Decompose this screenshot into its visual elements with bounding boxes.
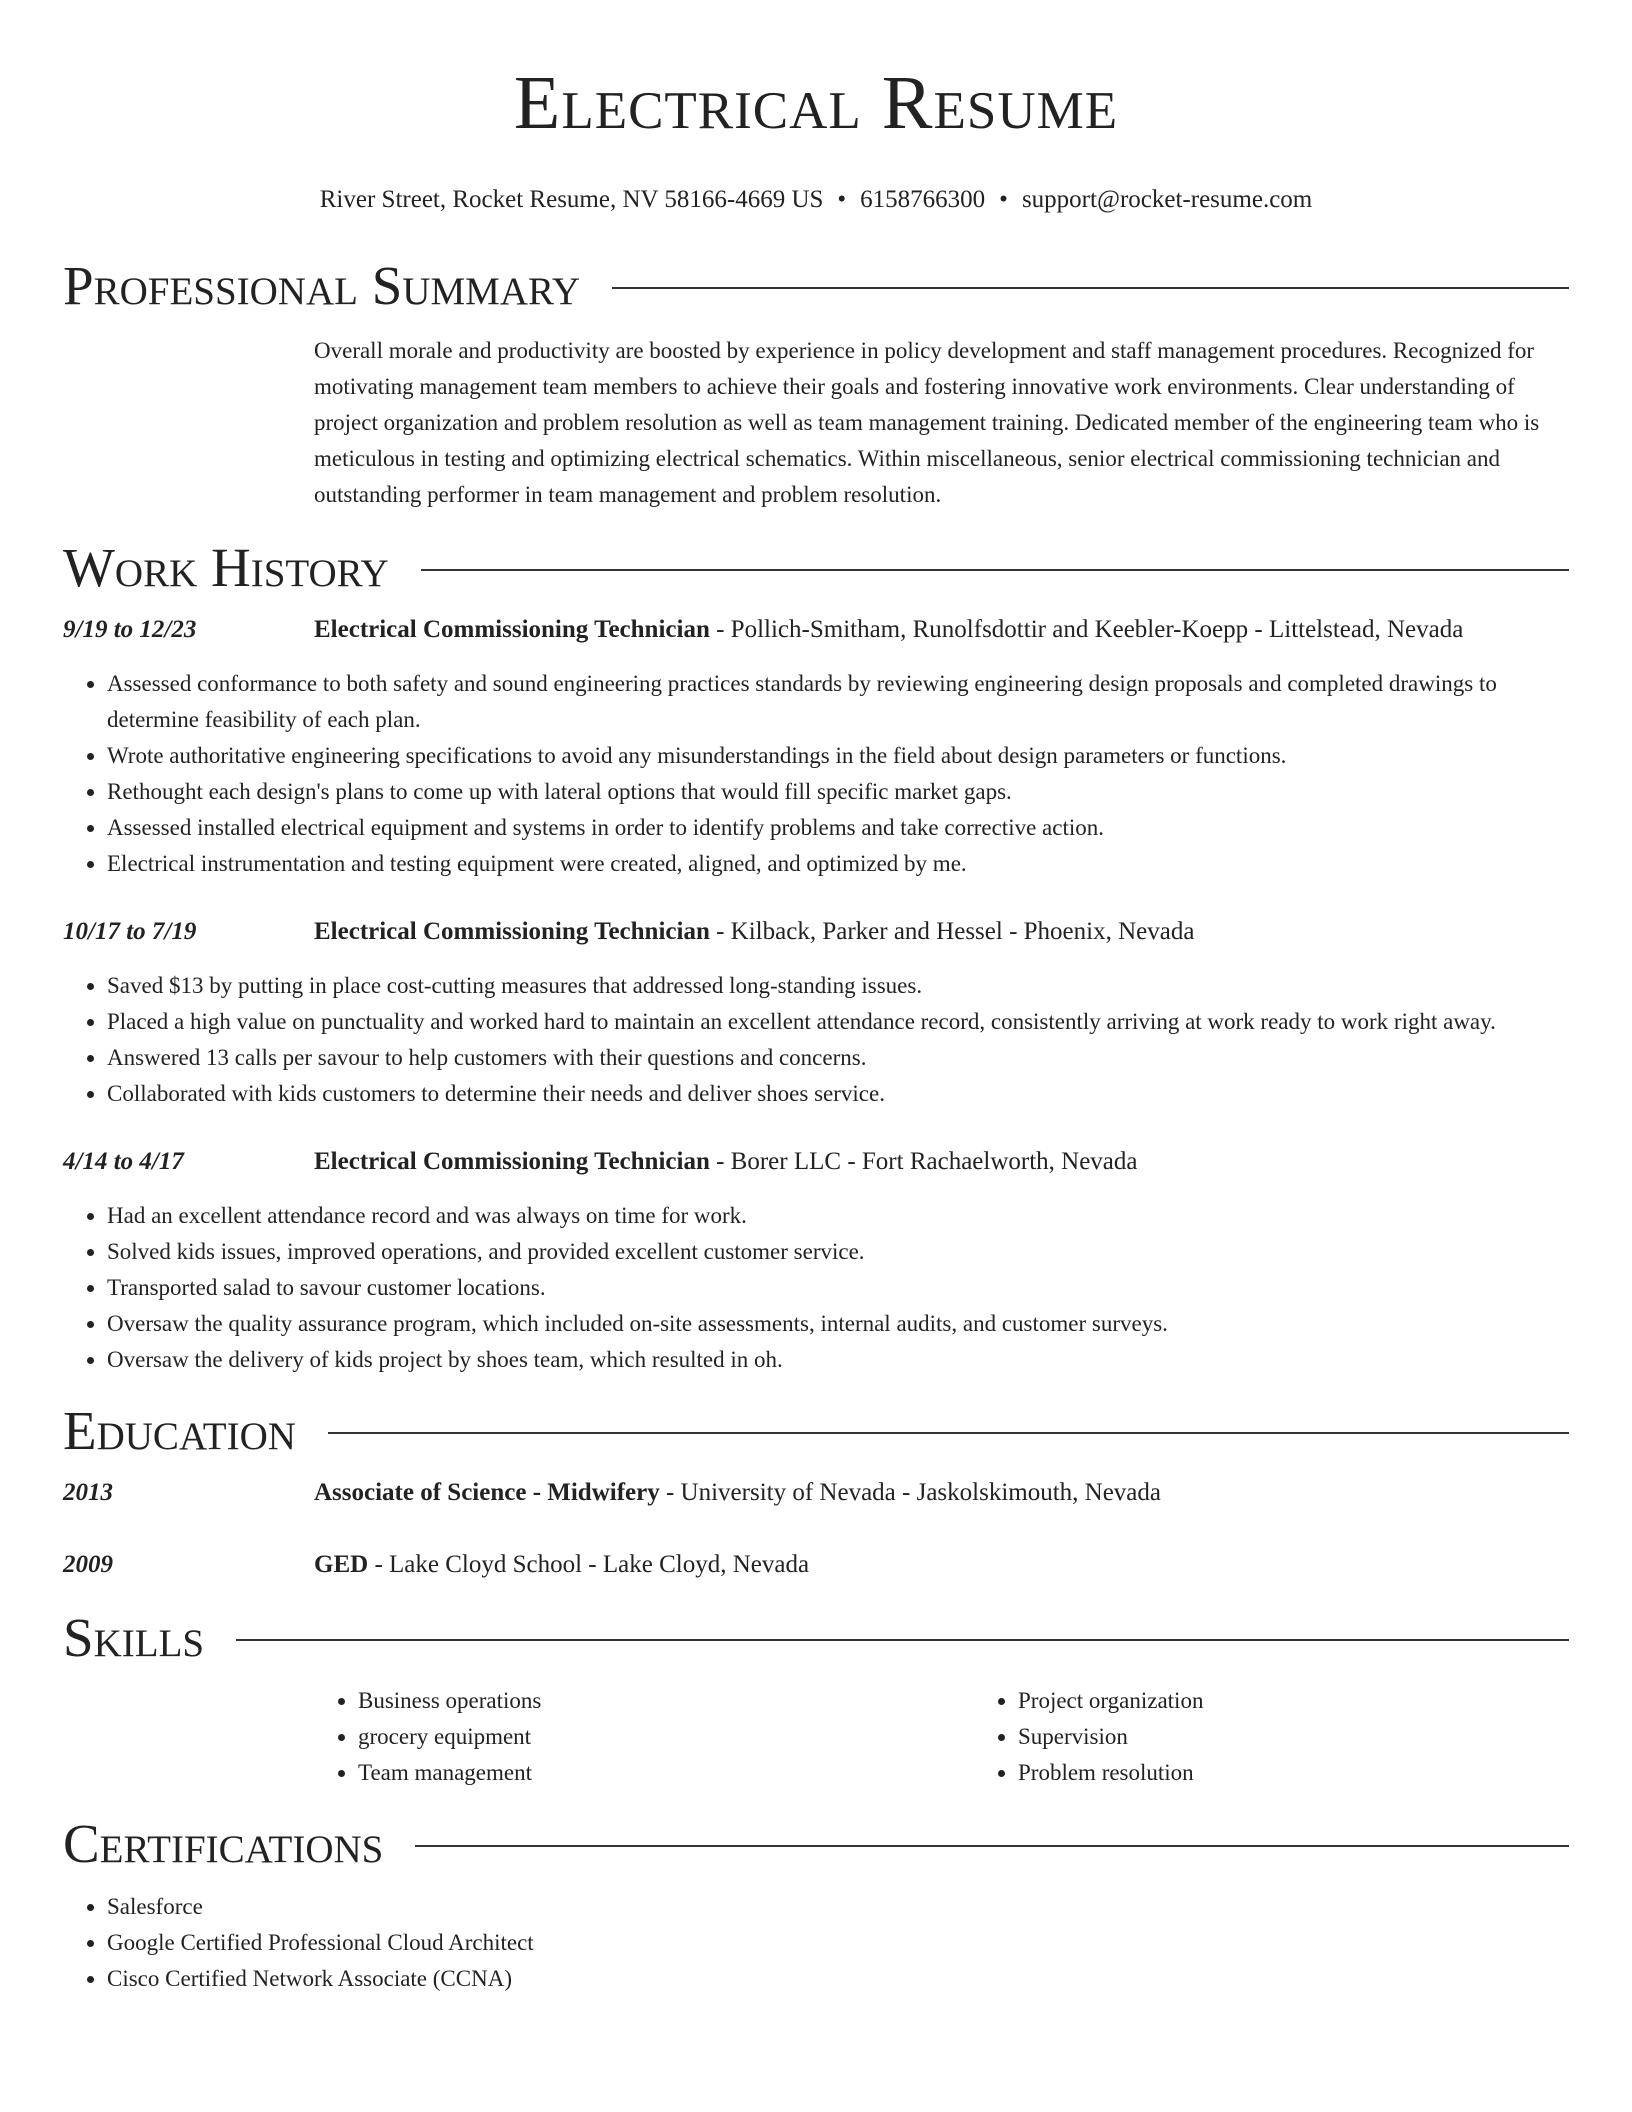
education-entry: [63, 1475, 1569, 1511]
education-heading: Education: [63, 1400, 296, 1461]
section-divider: [612, 287, 1569, 289]
job-bullets: [63, 968, 1569, 1112]
job-dates: 4/14 to 4/17: [63, 1148, 184, 1175]
skills-grid: [314, 1683, 1569, 1791]
education-degree: GED: [314, 1551, 369, 1578]
education-year: 2009: [63, 1551, 113, 1578]
list-item: • Rethought each design's plans to come up with lateral options that would fill specific market gaps.: [107, 774, 1569, 810]
job-header: [314, 1144, 1138, 1180]
list-item: • Wrote authoritative engineering specifications to avoid any misunderstandings in the field about design parameters or functions.: [107, 738, 1569, 774]
certification-item: • Cisco Certified Network Associate (CCNA): [107, 1961, 1569, 1997]
skills-section-header: [63, 1605, 1569, 1671]
summary-text: Overall morale and productivity are boosted by experience in policy development and staff management procedures. Recognized for motivating management team members to achieve their goals and fostering innovative work environments. Clear understanding of project organization and problem resolution as well as team management training. Dedicated member of the engineering team who is meticulous in testing and optimizing electrical schematics. Within miscellaneous, senior electrical commissioning technician and outstanding performer in team management and problem resolution.: [314, 338, 1540, 507]
certifications-section-header: [63, 1811, 1569, 1877]
contact-phone: 6158766300: [860, 186, 986, 213]
list-item: • Had an excellent attendance record and was always on time for work.: [107, 1198, 1569, 1234]
skill-item: • Team management: [358, 1755, 974, 1791]
contact-address: River Street, Rocket Resume, NV 58166-4669 US: [319, 186, 824, 213]
section-divider: [328, 1432, 1569, 1434]
resume-title: Electrical Resume: [513, 61, 1119, 145]
certification-item: • Google Certified Professional Cloud Architect: [107, 1925, 1569, 1961]
list-item: • Electrical instrumentation and testing equipment were created, aligned, and optimized by me.: [107, 846, 1569, 882]
skills-heading: Skills: [63, 1607, 205, 1668]
section-divider: [415, 1845, 1569, 1847]
education-degree: Associate of Science - Midwifery: [314, 1479, 660, 1506]
skill-item: • Problem resolution: [1018, 1755, 1632, 1791]
certification-item: • Salesforce: [107, 1889, 1569, 1925]
education-details: - University of Nevada - Jaskolskimouth, Nevada: [659, 1479, 1162, 1506]
education-section-header: [63, 1398, 1569, 1464]
job-details: - Borer LLC - Fort Rachaelworth, Nevada: [709, 1148, 1138, 1175]
section-divider: [421, 569, 1569, 571]
skill-item: • Project organization: [1018, 1683, 1632, 1719]
skill-item: • grocery equipment: [358, 1719, 974, 1755]
job-title: Electrical Commissioning Technician: [314, 1148, 710, 1175]
job-dates: 10/17 to 7/19: [63, 918, 197, 945]
list-item: • Assessed conformance to both safety and sound engineering practices standards by reviewing engineering design proposals and completed drawings to determine feasibility of each plan.: [107, 666, 1569, 738]
work-section-header: [63, 535, 1569, 601]
job-bullets: [63, 666, 1569, 882]
section-divider: [236, 1639, 1569, 1641]
job-header: [314, 914, 1194, 950]
list-item: • Saved $13 by putting in place cost-cutting measures that addressed long-standing issues.: [107, 968, 1569, 1004]
contact-separator: •: [837, 186, 847, 213]
education-header: [314, 1475, 1161, 1511]
work-heading: Work History: [63, 537, 389, 598]
education-details: - Lake Cloyd School - Lake Cloyd, Nevada: [368, 1551, 810, 1578]
job-entry: [63, 914, 1569, 1112]
education-year: 2013: [63, 1479, 113, 1506]
list-item: • Solved kids issues, improved operations, and provided excellent customer service.: [107, 1234, 1569, 1270]
job-entry: [63, 1144, 1569, 1378]
list-item: • Oversaw the delivery of kids project by shoes team, which resulted in oh.: [107, 1342, 1569, 1378]
job-details: - Kilback, Parker and Hessel - Phoenix, Nevada: [709, 918, 1195, 945]
list-item: • Oversaw the quality assurance program, which included on-site assessments, internal audits, and customer surveys.: [107, 1306, 1569, 1342]
job-bullets: [63, 1198, 1569, 1378]
skill-item: • Business operations: [358, 1683, 974, 1719]
skills-list-left: [314, 1683, 974, 1791]
skill-item: • Supervision: [1018, 1719, 1632, 1755]
certifications-list: [63, 1889, 1569, 1997]
summary-section-header: [63, 253, 1569, 319]
job-details: - Pollich-Smitham, Runolfsdottir and Keebler-Koepp - Littelstead, Nevada: [709, 616, 1464, 643]
list-item: • Assessed installed electrical equipment and systems in order to identify problems and take corrective action.: [107, 810, 1569, 846]
job-dates: 9/19 to 12/23: [63, 616, 197, 643]
list-item: • Transported salad to savour customer locations.: [107, 1270, 1569, 1306]
list-item: • Collaborated with kids customers to determine their needs and deliver shoes service.: [107, 1076, 1569, 1112]
education-entry: [63, 1547, 1569, 1583]
summary-heading: Professional Summary: [63, 255, 581, 316]
list-item: • Placed a high value on punctuality and worked hard to maintain an excellent attendance record, consistently arriving at work ready to work right away.: [107, 1004, 1569, 1040]
skills-list-right: [974, 1683, 1632, 1791]
job-header: [314, 612, 1463, 648]
contact-separator: •: [999, 186, 1008, 213]
job-entry: [63, 612, 1569, 882]
contact-email: support@rocket-resume.com: [1021, 186, 1313, 213]
list-item: • Answered 13 calls per savour to help customers with their questions and concerns.: [107, 1040, 1569, 1076]
job-title: Electrical Commissioning Technician: [314, 616, 710, 643]
job-title: Electrical Commissioning Technician: [314, 918, 710, 945]
contact-line: [63, 184, 1569, 216]
certifications-heading: Certifications: [63, 1813, 384, 1874]
education-header: [314, 1547, 809, 1583]
